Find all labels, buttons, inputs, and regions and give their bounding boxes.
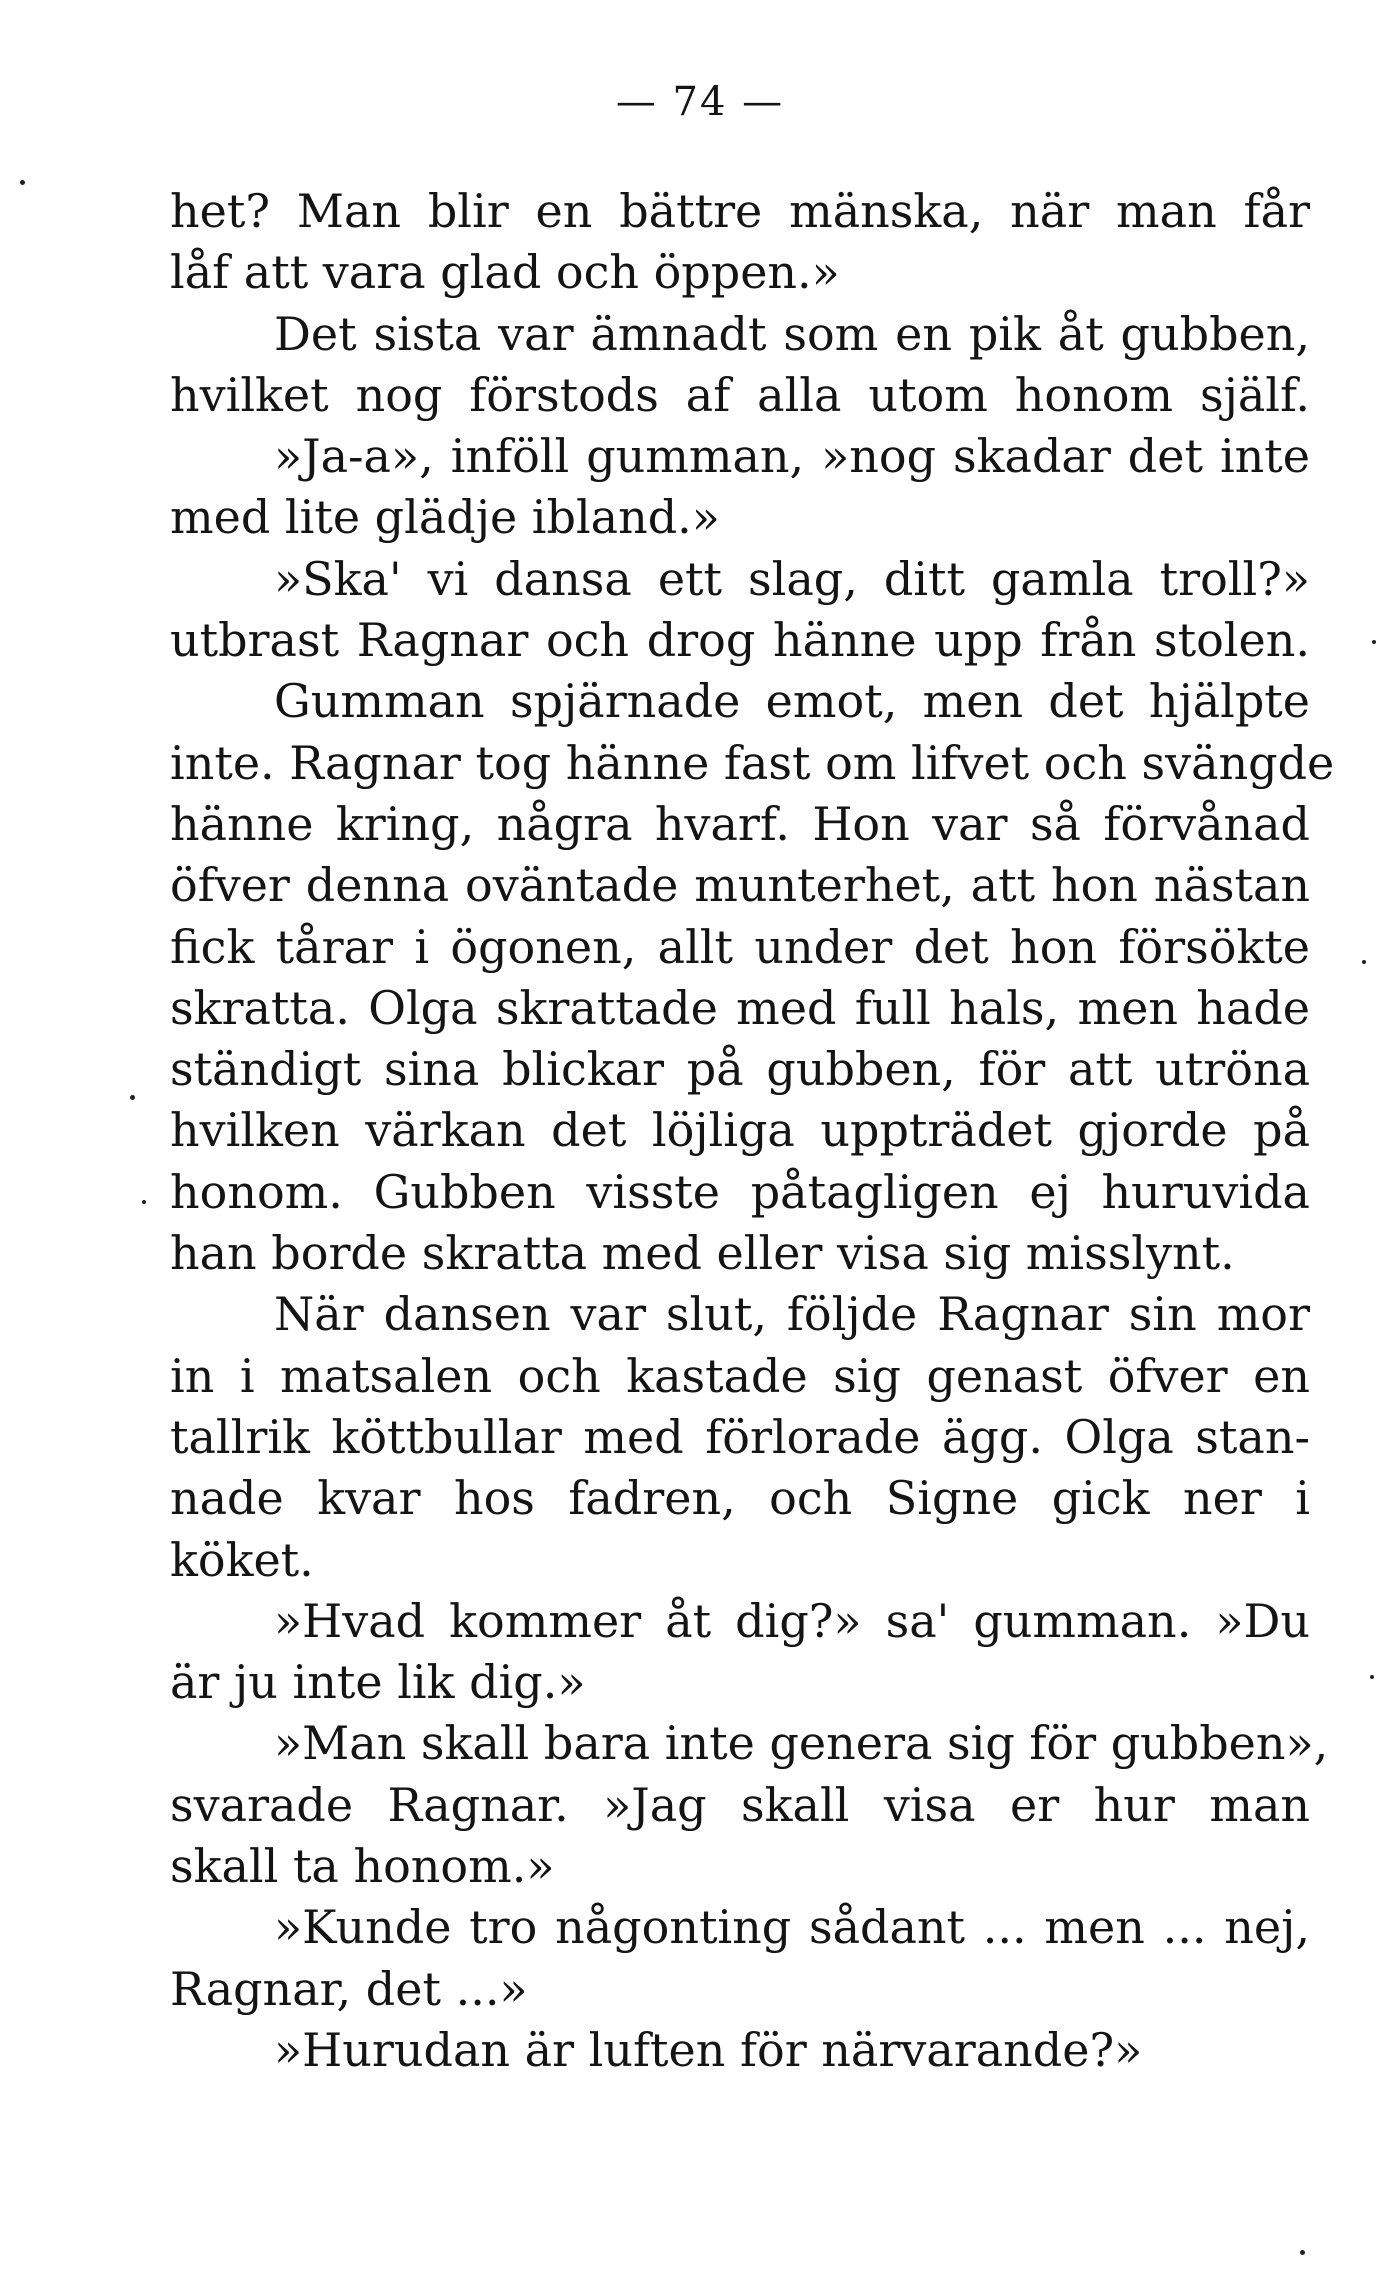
text-line: är ju inte lik dig.» — [170, 1655, 586, 1710]
text-line: Det sista var ämnadt som en pik åt gubben, — [274, 306, 1310, 361]
text-line: han borde skratta med eller visa sig misslynt. — [170, 1226, 1235, 1281]
text-line: skratta. Olga skrattade med full hals, men hade — [170, 980, 1310, 1035]
text-line: hvilken värkan det löjliga uppträdet gjorde på — [170, 1103, 1310, 1158]
text-line: öfver denna oväntade munterhet, att hon nästan — [170, 858, 1310, 913]
text-line: ständigt sina blickar på gubben, för att utröna — [170, 1042, 1310, 1097]
text-line: »Man skall bara inte genera sig för gubben», — [274, 1716, 1329, 1771]
text-line: Ragnar, det ...» — [170, 1961, 528, 2016]
page-number: — 74 — — [615, 79, 785, 125]
text-line: svarade Ragnar. »Jag skall visa er hur man — [170, 1777, 1310, 1832]
text-line: honom. Gubben visste påtagligen ej huruvida — [170, 1164, 1310, 1219]
text-line: »Hurudan är luften för närvarande?» — [274, 2022, 1143, 2077]
text-line: het? Man blir en bättre mänska, när man får — [170, 184, 1310, 238]
paper-speck — [1370, 1675, 1374, 1679]
text-line: nade kvar hos fadren, och Signe gick ner i — [170, 1471, 1310, 1526]
paper-speck — [142, 1200, 146, 1204]
text-line: köket. — [170, 1532, 314, 1587]
body-text — [170, 181, 1335, 2081]
text-line: »Hvad kommer åt dig?» sa' gumman. »Du — [274, 1593, 1310, 1648]
text-line: »Ska' vi dansa ett slag, ditt gamla troll?» — [274, 551, 1310, 606]
text-line: skall ta honom.» — [170, 1839, 555, 1894]
text-line: utbrast Ragnar och drog hänne upp från stolen. — [170, 613, 1310, 668]
paper-speck — [1300, 2250, 1305, 2255]
text-line: hänne kring, några hvarf. Hon var så förvånad — [170, 796, 1310, 851]
text-line: hvilket nog förstods af alla utom honom själf. — [170, 367, 1310, 422]
text-line: låf att vara glad och öppen.» — [170, 245, 840, 300]
text-line: inte. Ragnar tog hänne fast om lifvet och svängde — [170, 735, 1335, 790]
text-line: Gumman spjärnade emot, men det hjälpte — [274, 674, 1310, 729]
text-line: med lite glädje ibland.» — [170, 490, 720, 545]
text-line: in i matsalen och kastade sig genast öfver en — [170, 1348, 1310, 1403]
text-line: fick tårar i ögonen, allt under det hon försökte — [170, 919, 1310, 974]
text-line: »Kunde tro någonting sådant ... men ... nej, — [274, 1900, 1310, 1955]
text-line: tallrik köttbullar med förlorade ägg. Olga stan- — [170, 1409, 1310, 1464]
paper-speck — [1372, 640, 1376, 644]
paper-speck — [130, 1095, 135, 1100]
paper-speck — [20, 180, 25, 185]
text-line: När dansen var slut, följde Ragnar sin mor — [274, 1287, 1310, 1342]
paper-speck — [1362, 960, 1366, 964]
text-line: »Ja-a», inföll gumman, »nog skadar det inte — [274, 429, 1310, 484]
